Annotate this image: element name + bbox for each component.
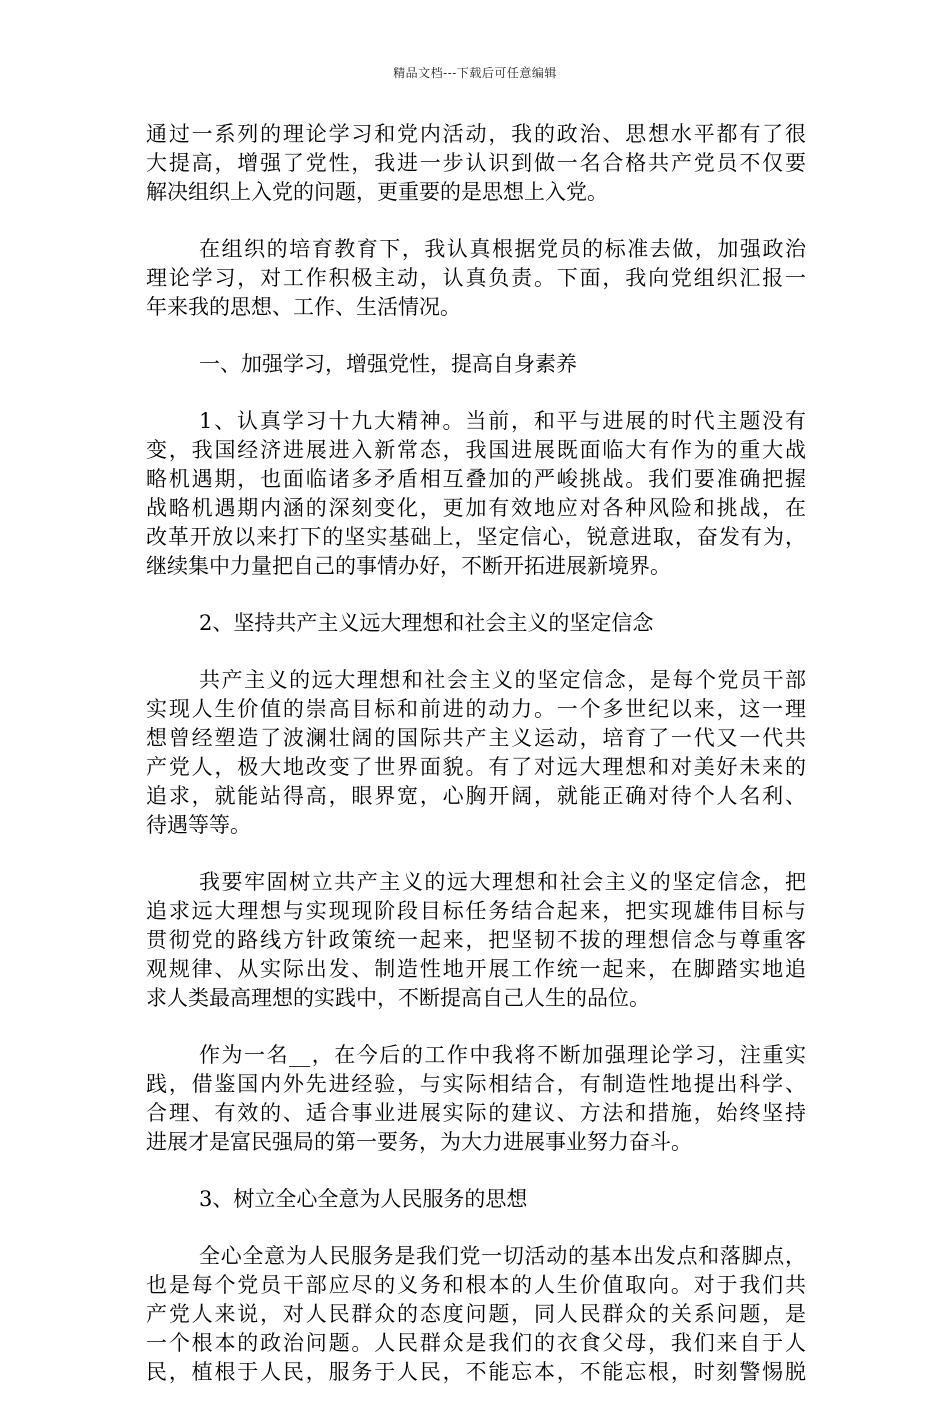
paragraph-2: [146, 235, 806, 322]
text-line: 我要牢固树立共产主义的远大理想和社会主义的坚定信念，把: [199, 870, 806, 894]
heading-line: 一、加强学习，增强党性，提高自身素养: [199, 352, 577, 376]
paragraph-4: [146, 407, 806, 581]
paragraph-6: [146, 666, 806, 840]
text-line: 贯彻党的路线方针政策统一起来，把坚韧不拔的理想信念与尊重客: [146, 928, 806, 952]
page-header: 精品文档---下载后可任意编辑: [393, 66, 557, 80]
paragraph-8: [146, 1041, 806, 1157]
text-line: 产党人来说，对人民群众的态度问题，同人民群众的关系问题，是: [146, 1302, 806, 1326]
text-line: 略机遇期，也面临诸多矛盾相互叠加的严峻挑战。我们要准确把握: [146, 467, 806, 491]
text-line: 在组织的培育教育下，我认真根据党员的标准去做，加强政治: [199, 237, 806, 261]
paragraph-7: [146, 868, 806, 1013]
text-line: 民，植根于人民，服务于人民，不能忘本，不能忘根，时刻警惕脱: [146, 1360, 806, 1384]
text-line: 追求远大理想与实现现阶段目标任务结合起来，把实现雄伟目标与: [146, 899, 806, 923]
text-line: 合理、有效的、适合事业进展实际的建议、方法和措施，始终坚持: [146, 1101, 806, 1125]
text-line: 解决组织上入党的问题，更重要的是思想上入党。: [146, 180, 608, 204]
text-line: 一个根本的政治问题。人民群众是我们的衣食父母，我们来自于人: [146, 1331, 806, 1355]
heading-line: 2、坚持共产主义远大理想和社会主义的坚定信念: [199, 611, 654, 635]
text-line: 观规律、从实际出发、制造性地开展工作统一起来，在脚踏实地追: [146, 957, 806, 981]
text-line: 产党人，极大地改变了世界面貌。有了对远大理想和对美好未来的: [146, 755, 806, 779]
text-line: 共产主义的远大理想和社会主义的坚定信念，是每个党员干部: [199, 668, 806, 692]
section-heading-2: [146, 609, 806, 638]
text-line: 待遇等等。: [146, 813, 251, 837]
section-heading-3: [146, 1185, 806, 1214]
text-line: 践，借鉴国内外先进经验，与实际相结合，有制造性地提出科学、: [146, 1072, 806, 1096]
text-line: 全心全意为人民服务是我们党一切活动的基本出发点和落脚点，: [199, 1244, 806, 1268]
heading-line: 3、树立全心全意为人民服务的思想: [199, 1187, 528, 1211]
text-line: 继续集中力量把自己的事情办好，不断开拓进展新境界。: [146, 554, 671, 578]
text-line: 作为一名__，在今后的工作中我将不断加强理论学习，注重实: [199, 1043, 806, 1067]
document-body: [146, 120, 806, 1415]
text-line: 追求，就能站得高，眼界宽，心胸开阔，就能正确对待个人名利、: [146, 784, 806, 808]
paragraph-10: [146, 1242, 806, 1387]
text-line: 变，我国经济进展进入新常态，我国进展既面临大有作为的重大战: [146, 438, 806, 462]
section-heading-1: [146, 350, 806, 379]
text-line: 1、认真学习十九大精神。当前，和平与进展的时代主题没有: [199, 409, 806, 433]
text-line: 年来我的思想、工作、生活情况。: [146, 295, 461, 319]
text-line: 求人类最高理想的实践中，不断提高自己人生的品位。: [146, 986, 650, 1010]
text-line: 通过一系列的理论学习和党内活动，我的政治、思想水平都有了很: [146, 122, 806, 146]
paragraph-1: [146, 120, 806, 207]
text-line: 战略机遇期内涵的深刻变化，更加有效地应对各种风险和挑战，在: [146, 496, 806, 520]
text-line: 理论学习，对工作积极主动，认真负责。下面，我向党组织汇报一: [146, 266, 806, 290]
text-line: 实现人生价值的崇高目标和前进的动力。一个多世纪以来，这一理: [146, 697, 806, 721]
text-line: 大提高，增强了党性，我进一步认识到做一名合格共产党员不仅要: [146, 151, 806, 175]
text-line: 改革开放以来打下的坚实基础上，坚定信心，锐意进取，奋发有为，: [146, 525, 806, 549]
text-line: 想曾经塑造了波澜壮阔的国际共产主义运动，培育了一代又一代共: [146, 726, 806, 750]
text-line: 也是每个党员干部应尽的义务和根本的人生价值取向。对于我们共: [146, 1273, 806, 1297]
text-line: 进展才是富民强局的第一要务，为大力进展事业努力奋斗。: [146, 1130, 692, 1154]
